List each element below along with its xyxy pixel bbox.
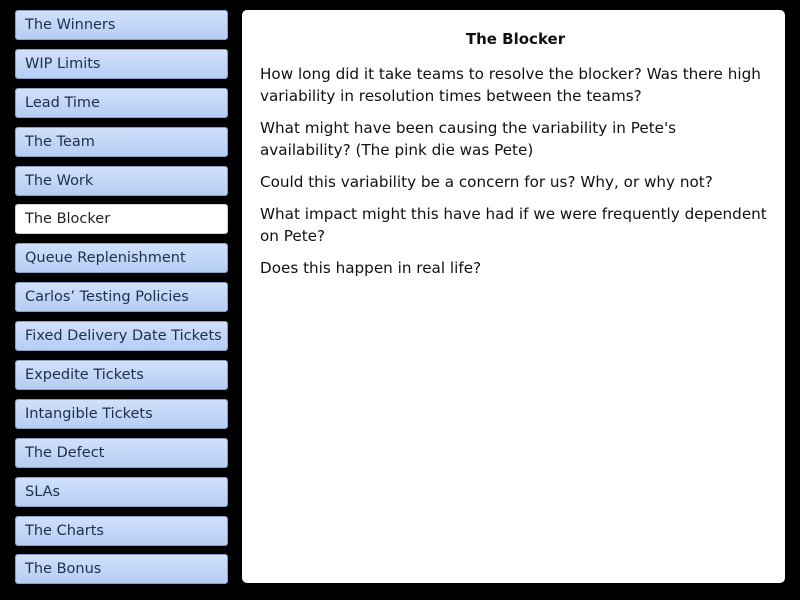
sidebar-item-the-charts[interactable]: The Charts [15,516,228,546]
sidebar-item-slas[interactable]: SLAs [15,477,228,507]
sidebar-item-the-defect[interactable]: The Defect [15,438,228,468]
question-paragraph: What impact might this have had if we were frequently dependent on Pete? [260,205,767,245]
sidebar-item-wip-limits[interactable]: WIP Limits [15,49,228,79]
sidebar-item-intangible-tickets[interactable]: Intangible Tickets [15,399,228,429]
question-paragraph: How long did it take teams to resolve the blocker? Was there high variability in resolution times between the teams? [260,65,761,105]
content-panel [242,10,785,583]
sidebar-item-expedite-tickets[interactable]: Expedite Tickets [15,360,228,390]
sidebar-item-the-blocker[interactable]: The Blocker [15,204,228,234]
question-paragraph: Could this variability be a concern for us? Why, or why not? [260,173,713,191]
sidebar-item-the-team[interactable]: The Team [15,127,228,157]
question-paragraph: Does this happen in real life? [260,259,482,277]
sidebar-item-carlos-testing-policies[interactable]: Carlos’ Testing Policies [15,282,228,312]
sidebar-item-the-work[interactable]: The Work [15,166,228,196]
sidebar-item-the-winners[interactable]: The Winners [15,10,228,40]
page-title: The Blocker [465,30,566,48]
sidebar-item-lead-time[interactable]: Lead Time [15,88,228,118]
sidebar-nav [15,10,228,593]
sidebar-item-the-bonus[interactable]: The Bonus [15,554,228,584]
sidebar-item-queue-replenishment[interactable]: Queue Replenishment [15,243,228,273]
question-paragraph: What might have been causing the variability in Pete's availability? (The pink die was Pete) [260,119,677,159]
sidebar-item-fixed-delivery-date-tickets[interactable]: Fixed Delivery Date Tickets [15,321,228,351]
